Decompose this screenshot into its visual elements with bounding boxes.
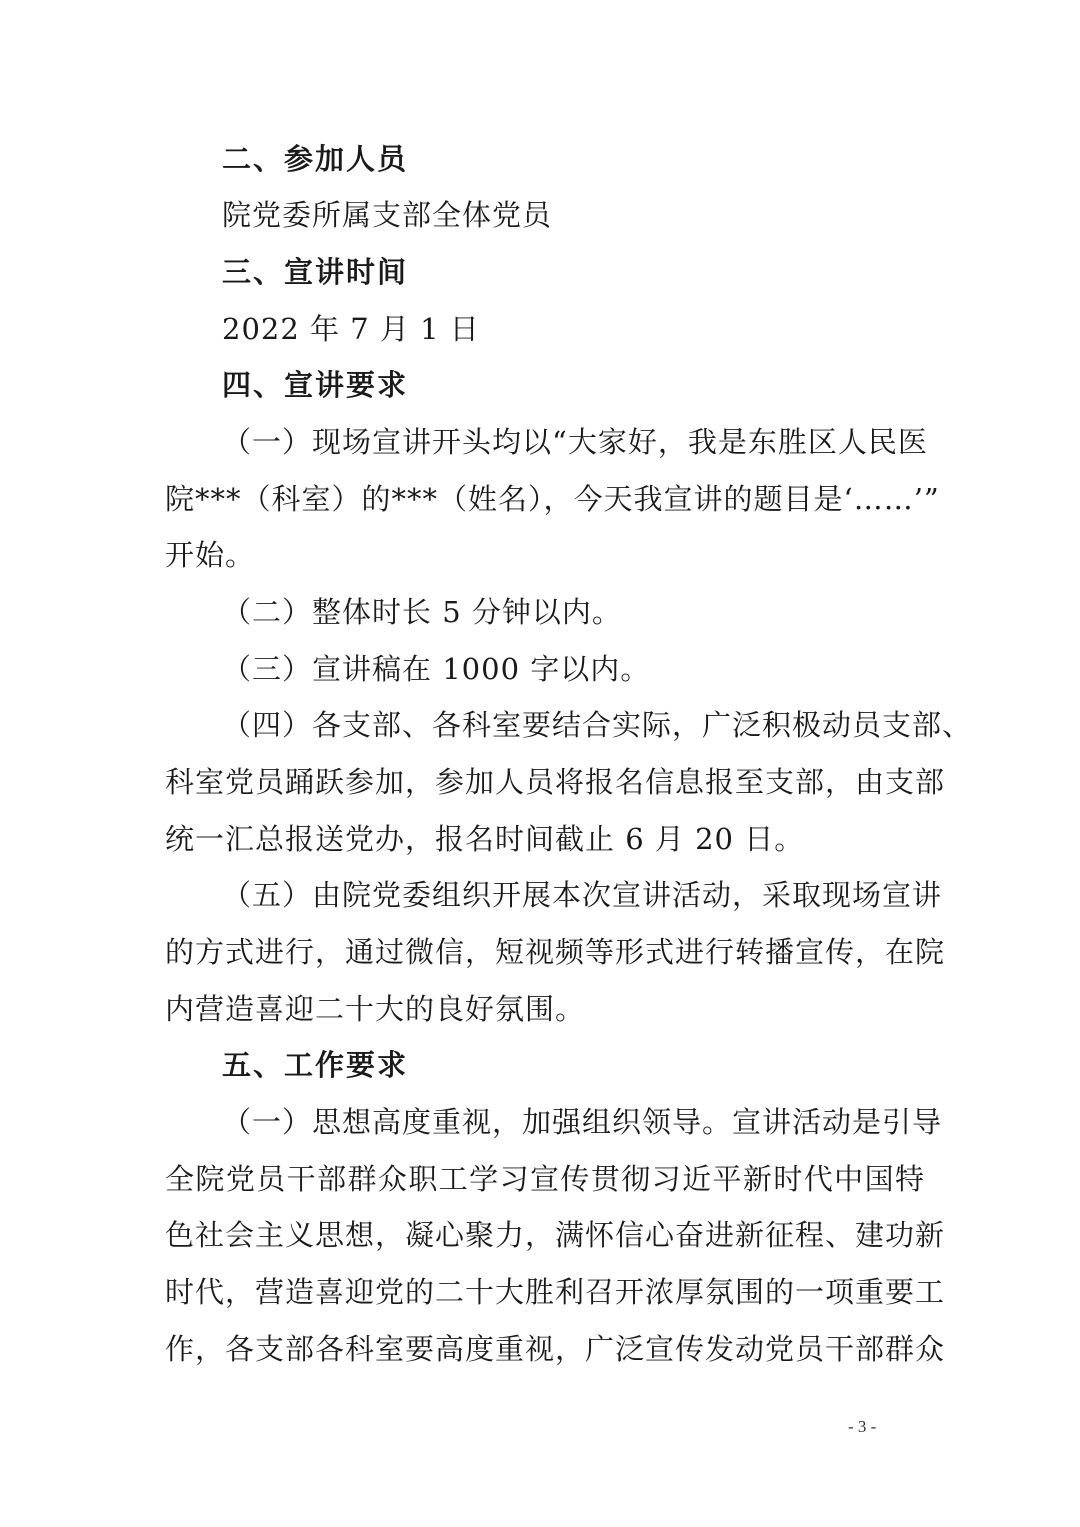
paragraph-line: 科室党员踊跃参加，参加人员将报名信息报至支部，由支部	[165, 765, 946, 799]
paragraph-line: （一）思想高度重视，加强组织领导。宣讲活动是引导	[222, 1105, 943, 1139]
paragraph-line: 统一汇总报送党办，报名时间截止 6 月 20 日。	[165, 822, 805, 856]
page-number: - 3 -	[848, 1417, 877, 1436]
paragraph-line: 院***（科室）的***（姓名），今天我宣讲的题目是‘……’”	[165, 482, 940, 516]
paragraph-line: 作，各支部各科室要高度重视，广泛宣传发动党员干部群众	[165, 1332, 946, 1366]
paragraph-line: 的方式进行，通过微信，短视频等形式进行转播宣传，在院	[165, 935, 946, 969]
paragraph-line: （三）宣讲稿在 1000 字以内。	[222, 652, 651, 686]
section-heading-work-requirements: 五、工作要求	[222, 1048, 409, 1082]
paragraph-line: 色社会主义思想，凝心聚力，满怀信心奋进新征程、建功新	[165, 1218, 946, 1252]
section-heading-participants: 二、参加人员	[222, 142, 409, 176]
paragraph-date: 2022 年 7 月 1 日	[222, 312, 480, 346]
paragraph-line: （一）现场宣讲开头均以“大家好，我是东胜区人民医	[222, 425, 928, 459]
paragraph-line: 时代，营造喜迎党的二十大胜利召开浓厚氛围的一项重要工	[165, 1275, 946, 1309]
paragraph-line: 开始。	[165, 538, 256, 572]
paragraph-participants: 院党委所属支部全体党员	[222, 198, 553, 232]
paragraph-line: （五）由院党委组织开展本次宣讲活动，采取现场宣讲	[222, 878, 943, 912]
paragraph-line: （二）整体时长 5 分钟以内。	[222, 595, 622, 629]
paragraph-line: 全院党员干部群众职工学习宣传贯彻习近平新时代中国特	[165, 1162, 925, 1196]
paragraph-line: 内营造喜迎二十大的良好氛围。	[165, 992, 586, 1026]
section-heading-requirements: 四、宣讲要求	[222, 368, 409, 402]
section-heading-time: 三、宣讲时间	[222, 255, 409, 289]
paragraph-line: （四）各支部、各科室要结合实际，广泛积极动员支部、	[222, 708, 973, 742]
